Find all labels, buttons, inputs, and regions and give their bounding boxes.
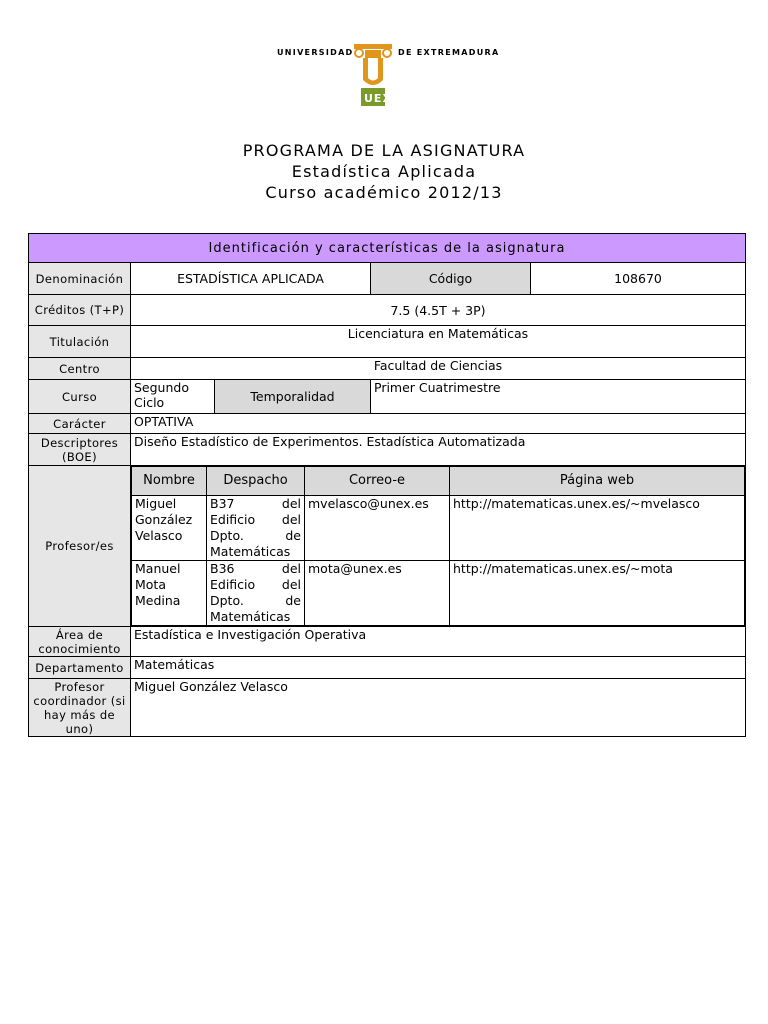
centro-label: Centro xyxy=(29,358,131,380)
profesores-cell xyxy=(131,466,746,627)
col-correo: Correo-e xyxy=(305,467,450,496)
denominacion-label: Denominación xyxy=(29,263,131,295)
table-row xyxy=(132,496,745,561)
logo-text-left: UNIVERSIDAD xyxy=(277,48,354,57)
section-header: Identificación y características de la asignatura xyxy=(29,234,746,263)
area-value: Estadística e Investigación Operativa xyxy=(131,627,746,657)
area-label: Área de conocimiento xyxy=(29,627,131,657)
profesor-correo[interactable]: mota@unex.es xyxy=(305,561,450,626)
codigo-label: Código xyxy=(371,263,531,295)
profesores-table xyxy=(131,466,745,626)
profesor-despacho: B36 del Edificio del Dpto. de Matemáticas xyxy=(207,561,305,626)
caracter-value: OPTATIVA xyxy=(131,414,746,434)
col-web: Página web xyxy=(450,467,745,496)
subject-info-table xyxy=(28,233,746,737)
profesor-despacho: B37 del Edificio del Dpto. de Matemáticas xyxy=(207,496,305,561)
denominacion-value: ESTADÍSTICA APLICADA xyxy=(131,263,371,295)
coordinador-label: Profesor coordinador (si hay más de uno) xyxy=(29,679,131,737)
profesor-nombre: Miguel González Velasco xyxy=(132,496,207,561)
profesor-web[interactable]: http://matematicas.unex.es/~mota xyxy=(450,561,745,626)
descriptores-label: Descriptores (BOE) xyxy=(29,434,131,466)
academic-year: Curso académico 2012/13 xyxy=(265,183,503,202)
departamento-label: Departamento xyxy=(29,657,131,679)
subject-title: Estadística Aplicada xyxy=(291,162,477,181)
titulacion-value: Licenciatura en Matemáticas xyxy=(131,326,746,358)
col-nombre: Nombre xyxy=(132,467,207,496)
titulacion-label: Titulación xyxy=(29,326,131,358)
logo-text-right: DE EXTREMADURA xyxy=(398,48,500,57)
centro-value: Facultad de Ciencias xyxy=(131,358,746,380)
program-title: PROGRAMA DE LA ASIGNATURA xyxy=(242,141,526,160)
codigo-value: 108670 xyxy=(531,263,746,295)
table-row xyxy=(132,561,745,626)
profesor-nombre: Manuel Mota Medina xyxy=(132,561,207,626)
caracter-label: Carácter xyxy=(29,414,131,434)
university-logo xyxy=(0,42,768,110)
creditos-label: Créditos (T+P) xyxy=(29,295,131,326)
temporalidad-value: Primer Cuatrimestre xyxy=(371,380,746,414)
departamento-value: Matemáticas xyxy=(131,657,746,679)
profesor-web[interactable]: http://matematicas.unex.es/~mvelasco xyxy=(450,496,745,561)
descriptores-value: Diseño Estadístico de Experimentos. Estadística Automatizada xyxy=(131,434,746,466)
document-titles xyxy=(0,140,768,203)
temporalidad-label: Temporalidad xyxy=(215,380,371,414)
curso-value: Segundo Ciclo xyxy=(131,380,215,414)
logo-mark-text: UEX xyxy=(364,92,392,105)
creditos-value: 7.5 (4.5T + 3P) xyxy=(131,295,746,326)
profesor-correo[interactable]: mvelasco@unex.es xyxy=(305,496,450,561)
curso-label: Curso xyxy=(29,380,131,414)
profesor-label: Profesor/es xyxy=(29,466,131,627)
coordinador-value: Miguel González Velasco xyxy=(131,679,746,737)
col-despacho: Despacho xyxy=(207,467,305,496)
